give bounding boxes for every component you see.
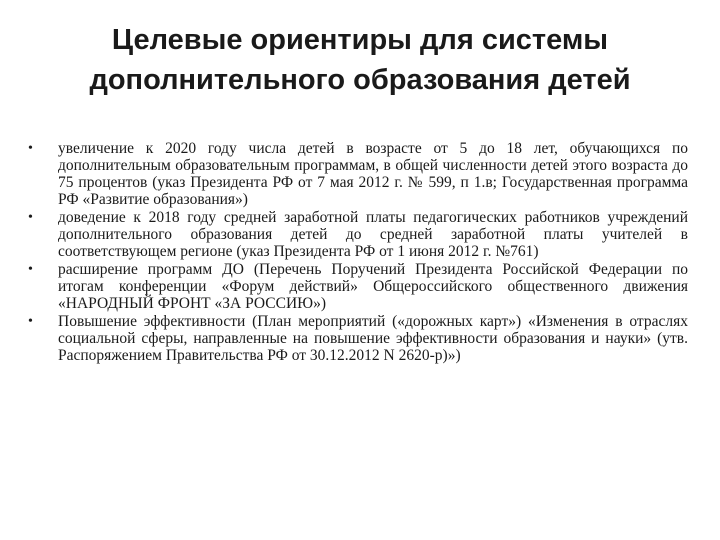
bullet-text: доведение к 2018 году средней заработной платы педагогических работников учреждений дополнительного образования детей до средней заработной платы учителей в соответствующем регионе (указ Президента РФ от 1 июня 2012 г. №761): [58, 209, 688, 260]
slide-title-line-1: Целевые ориентиры для системы: [111, 24, 609, 56]
bullet-list: [28, 140, 688, 365]
bullet-marker: •: [28, 262, 33, 277]
bullet-item-salary-2018: [28, 209, 688, 260]
bullet-item-target-2020: [28, 140, 688, 208]
bullet-text: увеличение к 2020 году числа детей в возрасте от 5 до 18 лет, обучающихся по дополнительным образовательным программам, в общей численности детей этого возраста до 75 процентов (указ Президента РФ от 7 мая 2012 г. № 599, п 1.в; Государственная программа РФ «Развитие образования»): [58, 140, 688, 208]
bullet-text: расширение программ ДО (Перечень Поручений Президента Российской Федерации по итогам конференции «Форум действий» Общероссийского общественного движения «НАРОДНЫЙ ФРОНТ «ЗА РОССИЮ»): [58, 261, 688, 312]
slide-title: [40, 20, 680, 100]
slide-title-line-2: дополнительного образования детей: [89, 64, 631, 96]
bullet-item-efficiency: [28, 313, 688, 364]
bullet-marker: •: [28, 314, 33, 329]
bullet-marker: •: [28, 141, 33, 156]
bullet-marker: •: [28, 210, 33, 225]
bullet-text: Повышение эффективности (План мероприятий («дорожных карт») «Изменения в отраслях социальной сферы, направленные на повышение эффективности образования и науки» (утв. Распоряжением Правительства РФ от 30.12.2012 N 2620-р)»): [58, 313, 688, 364]
bullet-item-program-expansion: [28, 261, 688, 312]
